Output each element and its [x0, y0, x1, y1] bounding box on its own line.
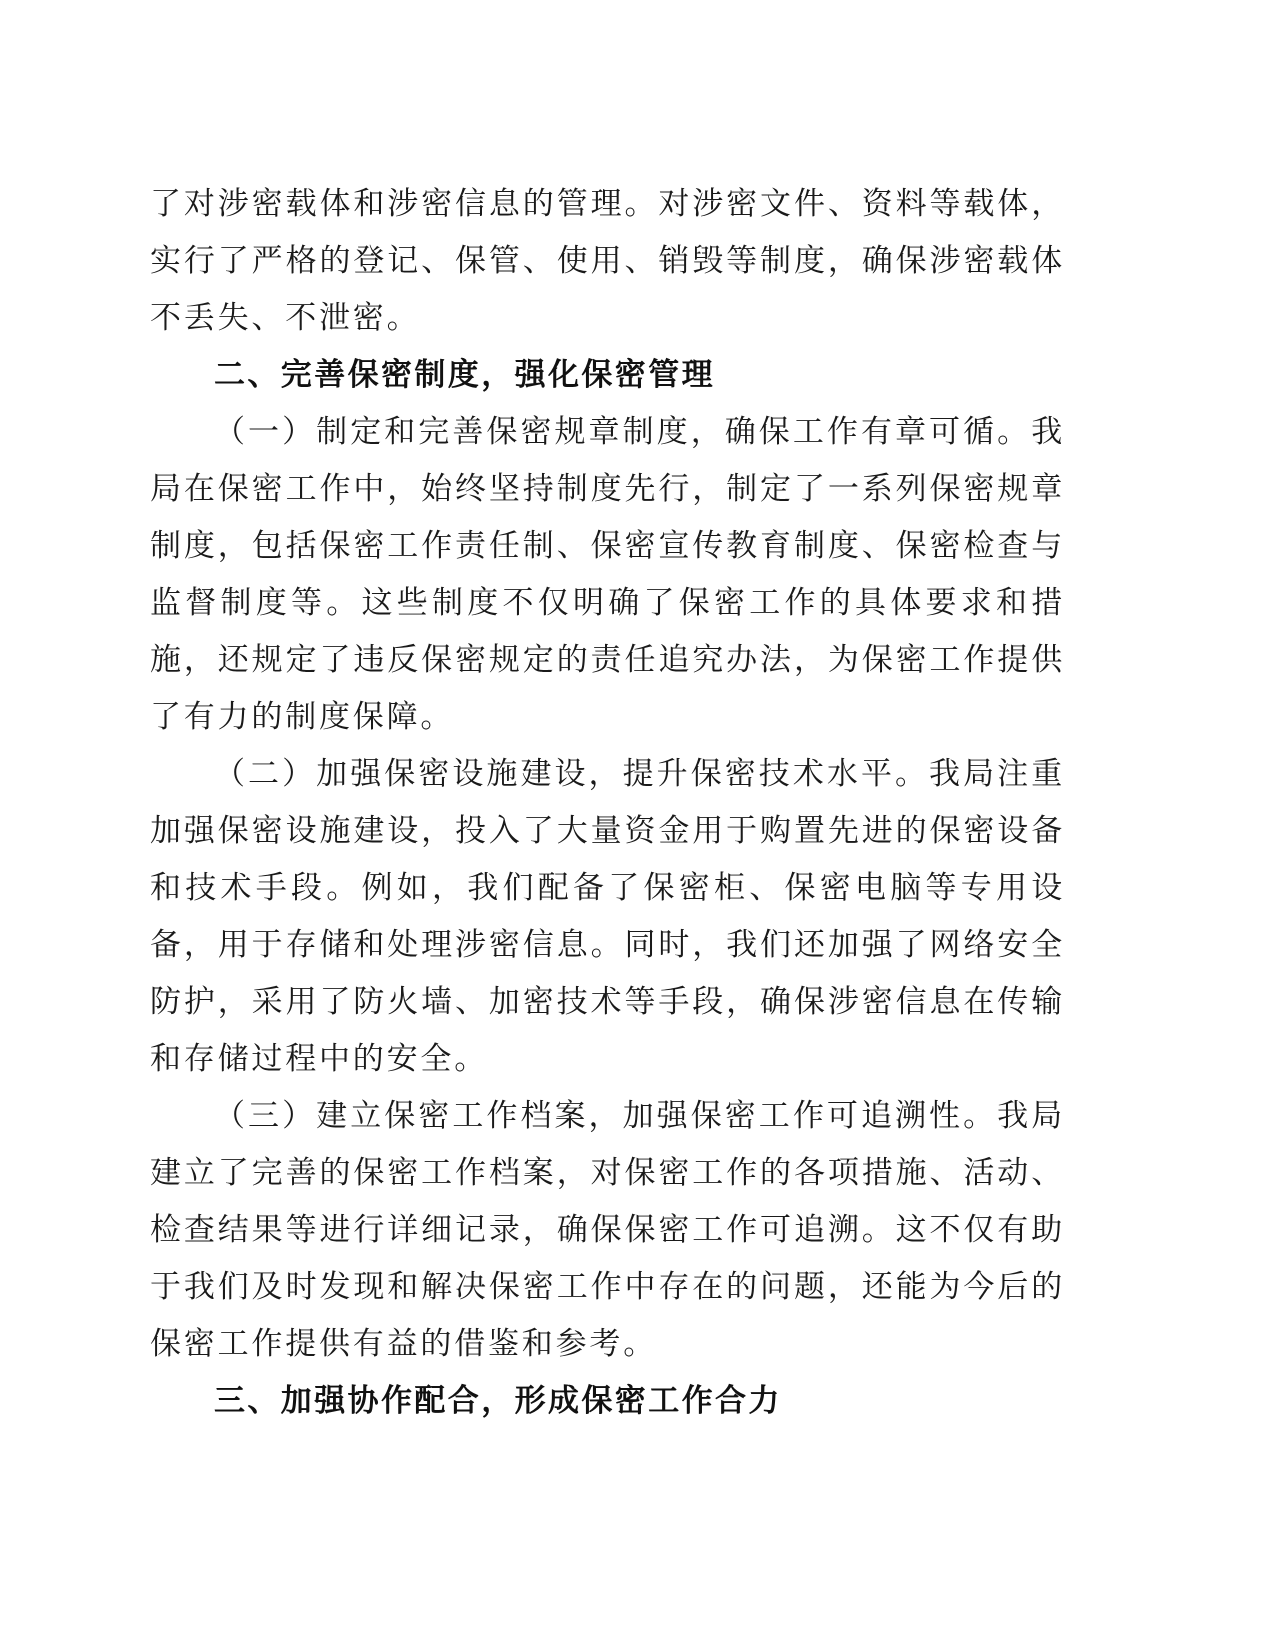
section-heading-2: 二、完善保密制度，强化保密管理 [214, 357, 715, 393]
paragraph-subsection-2: （二）加强保密设施建设，提升保密技术水平。我局注重加强保密设施建设，投入了大量资金用于购置先进的保密设备和技术手段。例如，我们配备了保密柜、保密电脑等专用设备，用于存储和处理涉密信息。同时，我们还加强了网络安全防护，采用了防火墙、加密技术等手段，确保涉密信息在传输和存储过程中的安全。 [150, 756, 1065, 1077]
document-body [150, 176, 1065, 1430]
paragraph-continuation: 了对涉密载体和涉密信息的管理。对涉密文件、资料等载体，实行了严格的登记、保管、使用、销毁等制度，确保涉密载体不丢失、不泄密。 [150, 186, 1065, 336]
paragraph-subsection-1: （一）制定和完善保密规章制度，确保工作有章可循。我局在保密工作中，始终坚持制度先行，制定了一系列保密规章制度，包括保密工作责任制、保密宣传教育制度、保密检查与监督制度等。这些制度不仅明确了保密工作的具体要求和措施，还规定了违反保密规定的责任追究办法，为保密工作提供了有力的制度保障。 [150, 414, 1065, 735]
paragraph-subsection-3: （三）建立保密工作档案，加强保密工作可追溯性。我局建立了完善的保密工作档案，对保密工作的各项措施、活动、检查结果等进行详细记录，确保保密工作可追溯。这不仅有助于我们及时发现和解决保密工作中存在的问题，还能为今后的保密工作提供有益的借鉴和参考。 [150, 1098, 1065, 1362]
section-heading-3: 三、加强协作配合，形成保密工作合力 [214, 1383, 782, 1419]
